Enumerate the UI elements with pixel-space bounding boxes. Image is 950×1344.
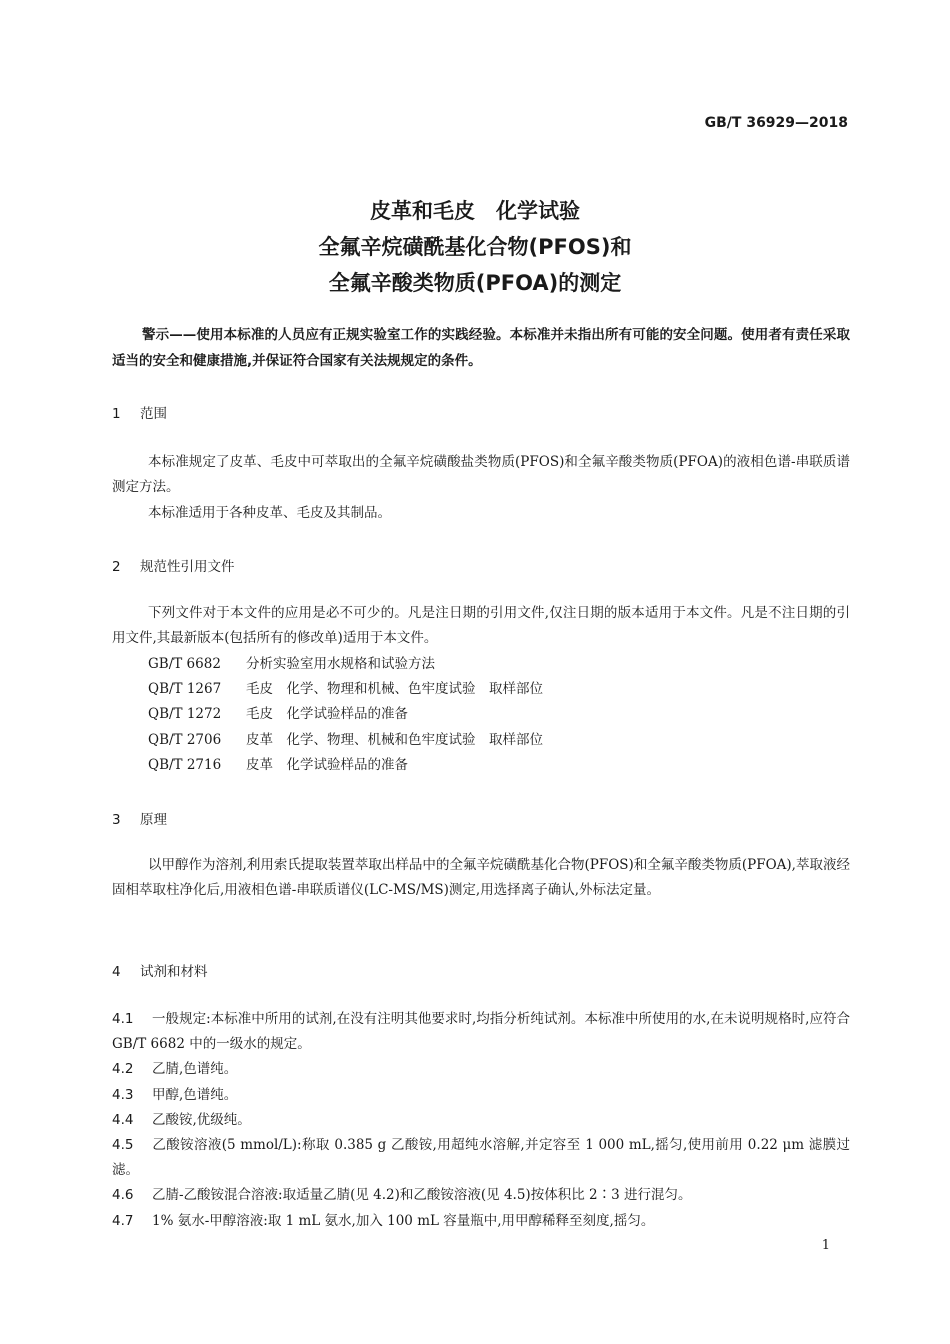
clause-number: 4.6	[112, 1187, 134, 1204]
clause-number: 4.4	[112, 1111, 134, 1128]
principle-paragraph: 以甲醇作为溶剂,利用索氏提取装置萃取出样品中的全氟辛烷磺酰基化合物(PFOS)和全氟辛酸类物质(PFOA),萃取液经固相萃取柱净化后,用液相色谱-串联质谱仪(LC-MS/MS)测定,用选择离子确认,外标法定量。	[112, 857, 850, 898]
section-3-heading	[112, 808, 167, 828]
clause-number: 4.7	[112, 1212, 134, 1229]
clause-item	[112, 1108, 850, 1133]
clause-number: 4.3	[112, 1086, 134, 1103]
clause-item	[112, 1133, 850, 1183]
section-number: 3	[112, 812, 121, 828]
clause-item	[112, 1007, 850, 1057]
title-line-1: 皮革和毛皮 化学试验	[370, 199, 580, 223]
reference-title: 皮革 化学试验样品的准备	[246, 756, 408, 773]
section-2-heading	[112, 555, 235, 575]
scope-paragraph-1: 本标准规定了皮革、毛皮中可萃取出的全氟辛烷磺酸盐类物质(PFOS)和全氟辛酸类物质(PFOA)的液相色谱-串联质谱测定方法。	[112, 454, 850, 495]
reference-code: GB/T 6682	[148, 656, 221, 672]
title-line-2: 全氟辛烷磺酰基化合物(PFOS)和	[318, 235, 632, 259]
reference-item	[148, 702, 543, 727]
reference-item	[148, 652, 543, 677]
section-number: 1	[112, 406, 121, 422]
clause-item	[112, 1083, 850, 1108]
clause-text: 乙酸铵,优级纯。	[152, 1111, 251, 1128]
clause-item	[112, 1183, 850, 1208]
section-4-heading	[112, 960, 208, 980]
reference-title: 毛皮 化学、物理和机械、色牢度试验 取样部位	[246, 681, 543, 698]
clause-text: 乙酸铵溶液(5 mmol/L):称取 0.385 g 乙酸铵,用超纯水溶解,并定容至 1 000 mL,摇匀,使用前用 0.22 μm 滤膜过滤。	[112, 1137, 850, 1179]
clause-number: 4.1	[112, 1011, 134, 1027]
scope-paragraph-2: 本标准适用于各种皮革、毛皮及其制品。	[148, 505, 391, 521]
page-number: 1	[821, 1238, 830, 1253]
clause-text: 1% 氨水-甲醇溶液:取 1 mL 氨水,加入 100 mL 容量瓶中,用甲醇稀释至刻度,摇匀。	[152, 1212, 655, 1229]
reference-title: 皮革 化学、物理、机械和色牢度试验 取样部位	[246, 731, 543, 748]
reference-title: 分析实验室用水规格和试验方法	[246, 656, 435, 672]
standard-number: GB/T 36929—2018	[704, 115, 848, 131]
clause-text: 甲醇,色谱纯。	[152, 1086, 238, 1103]
reference-item	[148, 677, 543, 702]
section-number: 4	[112, 964, 121, 980]
section-number: 2	[112, 559, 121, 575]
section-title: 原理	[140, 812, 167, 828]
warning-paragraph: 警示——使用本标准的人员应有正规实验室工作的实践经验。本标准并未指出所有可能的安全问题。使用者有责任采取适当的安全和健康措施,并保证符合国家有关法规规定的条件。	[112, 327, 850, 369]
reference-code: QB/T 1267	[148, 681, 222, 698]
title-line-3: 全氟辛酸类物质(PFOA)的测定	[328, 271, 622, 295]
clause-item	[112, 1209, 850, 1234]
document-title	[0, 193, 950, 301]
normative-references-paragraph: 下列文件对于本文件的应用是必不可少的。凡是注日期的引用文件,仅注日期的版本适用于本文件。凡是不注日期的引用文件,其最新版本(包括所有的修改单)适用于本文件。	[112, 605, 850, 646]
clause-item	[112, 1057, 850, 1082]
reference-list	[148, 652, 543, 778]
section-1-heading	[112, 402, 167, 422]
reference-title: 毛皮 化学试验样品的准备	[246, 706, 408, 723]
section-title: 规范性引用文件	[140, 559, 235, 575]
clause-text: 一般规定:本标准中所用的试剂,在没有注明其他要求时,均指分析纯试剂。本标准中所使用的水,在未说明规格时,应符合 GB/T 6682 中的一级水的规定。	[112, 1011, 850, 1053]
section-title: 范围	[140, 406, 167, 422]
clause-number: 4.2	[112, 1061, 134, 1078]
reagents-list	[112, 1007, 850, 1234]
section-title: 试剂和材料	[140, 964, 208, 980]
reference-item	[148, 753, 543, 778]
reference-code: QB/T 2706	[148, 731, 222, 748]
reference-item	[148, 728, 543, 753]
reference-code: QB/T 2716	[148, 756, 222, 773]
clause-text: 乙腈-乙酸铵混合溶液:取适量乙腈(见 4.2)和乙酸铵溶液(见 4.5)按体积比 2∶3 进行混匀。	[152, 1187, 692, 1204]
reference-code: QB/T 1272	[148, 706, 222, 723]
clause-number: 4.5	[112, 1137, 134, 1154]
clause-text: 乙腈,色谱纯。	[152, 1061, 238, 1078]
